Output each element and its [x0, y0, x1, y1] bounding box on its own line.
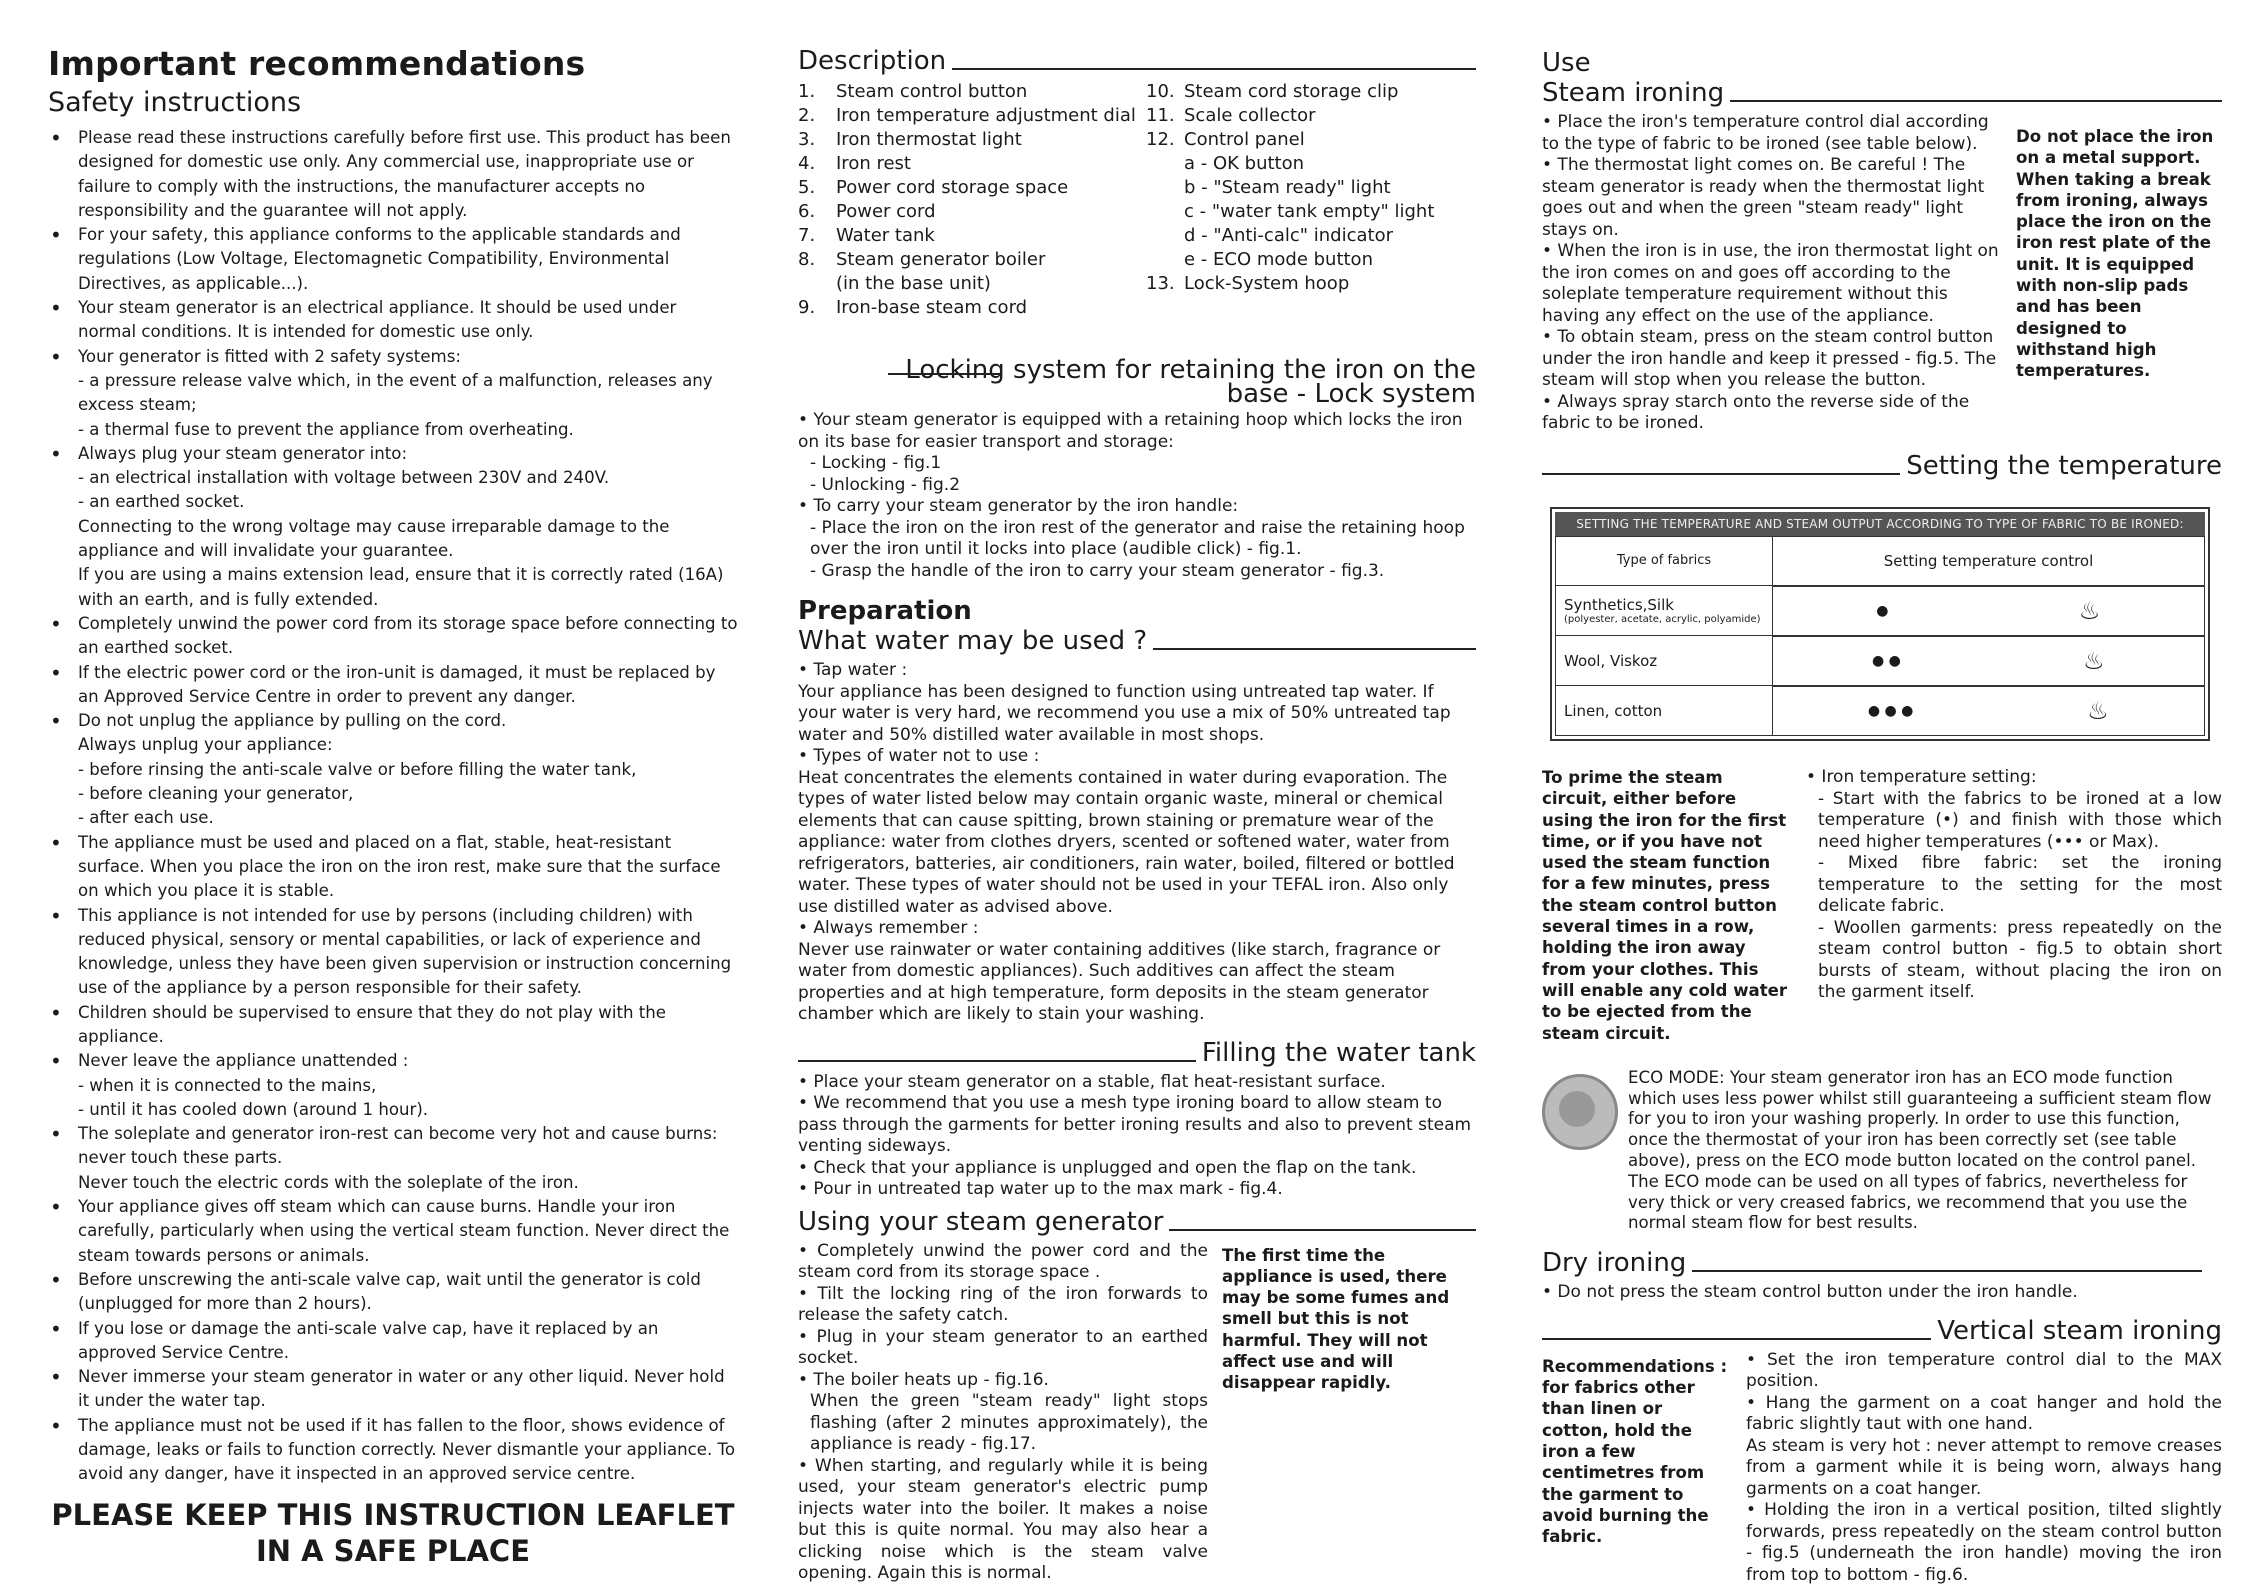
safety-item-line: • Completely unwind the power cord from its storage space before connecting to an earthed socket.	[78, 613, 738, 658]
safety-item-line: • Before unscrewing the anti-scale valve cap, wait until the generator is cold (unplugged for more than 2 hours).	[78, 1269, 701, 1314]
safety-item-line: - an earthed socket.	[78, 492, 245, 512]
lock-line: - Locking - fig.1	[810, 453, 942, 473]
fabric-cell	[1556, 585, 1773, 636]
part-item	[798, 248, 1146, 272]
temp-setting-text	[1806, 767, 2222, 1044]
safety-item	[48, 1049, 738, 1122]
safety-item-line: • The appliance must not be used if it has fallen to the floor, shows evidence of damage, leaks or fails to function correctly. Never dismantle your appliance. To avoid any danger, have it inspected in an approved service centre.	[78, 1415, 736, 1484]
safety-item-line: • If the electric power cord or the iron-unit is damaged, it must be replaced by an Approved Service Centre in order to prevent any danger.	[78, 662, 716, 706]
safety-item-line: - until it has cooled down (around 1 hour).	[78, 1099, 429, 1119]
use-title: Use	[1542, 48, 1591, 78]
safety-item-line: • Do not unplug the appliance by pulling on the cord.	[78, 711, 507, 731]
safety-item-line: Always unplug your appliance:	[78, 735, 333, 755]
steam-icon: ♨	[2078, 596, 2101, 625]
using-line: • Completely unwind the power cord and the steam cord from its storage space .	[798, 1240, 1208, 1282]
part-number: 13.	[1146, 273, 1175, 294]
part-item	[1146, 176, 1476, 200]
water-line: • Always remember :	[798, 918, 979, 938]
safety-list	[48, 126, 738, 1487]
description-column	[798, 46, 1476, 1585]
part-label: Iron rest	[836, 153, 911, 174]
fill-line: • Check that your appliance is unplugged and open the flap on the tank.	[798, 1157, 1417, 1178]
using-text	[798, 1241, 1208, 1585]
fill-line: • Pour in untreated tap water up to the max mark - fig.4.	[798, 1179, 1283, 1199]
part-label: Iron temperature adjustment dial	[836, 105, 1136, 126]
part-number: 1.	[798, 81, 816, 102]
part-number: 7.	[798, 225, 816, 246]
using-line: • Plug in your steam generator to an earthed socket.	[798, 1326, 1208, 1368]
part-label: Steam control button	[836, 81, 1028, 102]
part-number: 9.	[798, 297, 816, 318]
table-row	[1556, 686, 2205, 736]
water-title: What water may be used ?	[798, 626, 1148, 656]
vertical-line: As steam is very hot : never attempt to remove creases from a garment while it is being worn, always hang garments on a coat hanger.	[1746, 1435, 2222, 1499]
steam-line: • Place the iron's temperature control dial according to the type of fabric to be ironed (see table below).	[1542, 112, 1989, 154]
parts-list	[798, 80, 1476, 320]
setting-cell	[1773, 686, 2205, 736]
fabric-cell	[1556, 636, 1773, 686]
safety-item	[48, 904, 738, 1001]
first-use-note: The first time the appliance is used, there may be some fumes and smell but this is not harmful. They will not affect use and will disappear rapidly.	[1222, 1245, 1450, 1393]
steam-section	[1542, 112, 2222, 435]
part-label: Steam cord storage clip	[1184, 81, 1399, 102]
water-line: • Types of water not to use :	[798, 746, 1040, 766]
safety-item-line: • The soleplate and generator iron-rest can become very hot and cause burns: never touch these parts.	[78, 1124, 718, 1168]
part-number: 3.	[798, 129, 816, 150]
temp-setting-line: - Start with the fabrics to be ironed at a low temperature (•) and finish with those which need higher temperatures (••• or Max).	[1818, 788, 2222, 852]
lock-title-1: Locking system for retaining the iron on the	[905, 355, 1476, 385]
part-item	[1146, 104, 1476, 128]
safety-item-line: - a thermal fuse to prevent the appliance from overheating.	[78, 419, 574, 439]
safety-item	[48, 442, 738, 612]
part-item	[1146, 128, 1476, 152]
safety-item-line: • Your generator is fitted with 2 safety systems:	[78, 346, 461, 366]
steam-line: • To obtain steam, press on the steam control button under the iron handle and keep it pressed - fig.5. The steam will stop when you release the button.	[1542, 327, 1997, 390]
eco-mode-text: ECO MODE: Your steam generator iron has an ECO mode function which uses less power whilst still guaranteeing a sufficient steam flow for you to iron your washing properly. In order to use this function, once the thermostat of your iron has been correctly set (see table above), press on the ECO mode button located on the control panel. The ECO mode can be used on all types of fabrics, nevertheless for very thick or very creased fabrics, we recommend that you use the normal steam flow for best results.	[1628, 1067, 2212, 1233]
safety-item-line: • Never immerse your steam generator in water or any other liquid. Never hold it under the water tap.	[78, 1367, 725, 1411]
using-title: Using your steam generator	[798, 1206, 1164, 1237]
using-line: When the green "steam ready" light stops flashing (after 2 minutes approximately), the appliance is ready - fig.17.	[810, 1391, 1208, 1454]
part-item	[798, 80, 1146, 104]
safety-subtitle: Safety instructions	[48, 87, 302, 118]
table-row	[1556, 636, 2205, 686]
part-label: b - "Steam ready" light	[1184, 177, 1391, 198]
safety-item-line: - after each use.	[78, 808, 214, 828]
part-item	[798, 296, 1146, 320]
steam-line: • Always spray starch onto the reverse side of the fabric to be ironed.	[1542, 391, 1970, 433]
important-title: Important recommendations	[48, 44, 586, 83]
temperature-setting-section	[1542, 767, 2222, 1044]
lock-system-text	[798, 410, 1476, 582]
safety-item	[48, 345, 738, 442]
safety-item	[48, 1268, 738, 1317]
part-label: e - ECO mode button	[1184, 249, 1373, 270]
fill-line: • Place your steam generator on a stable, flat heat-resistant surface.	[798, 1071, 1386, 1092]
fabric-name: Synthetics,Silk	[1564, 595, 1674, 614]
fabric-cell	[1556, 686, 1773, 736]
description-title: Description	[798, 46, 947, 76]
keep-line-2: IN A SAFE PLACE	[255, 1533, 530, 1568]
safety-item-line: • This appliance is not intended for use by persons (including children) with reduced physical, sensory or mental capabilities, or lack of experience and knowledge, unless they have been given supervision or instruction concerning use of the appliance by a person responsible for their safety.	[78, 905, 732, 998]
safety-item-line: • Never leave the appliance unattended :	[78, 1051, 409, 1071]
safety-item	[48, 1317, 738, 1366]
part-label: d - "Anti-calc" indicator	[1184, 225, 1393, 246]
lock-line: - Unlocking - fig.2	[810, 474, 961, 495]
part-label: a - OK button	[1184, 153, 1305, 174]
safety-item	[48, 1195, 738, 1268]
lock-line: • To carry your steam generator by the iron handle:	[798, 496, 1239, 516]
keep-leaflet-notice	[48, 1497, 738, 1569]
safety-item	[48, 709, 738, 830]
part-number: 11.	[1146, 105, 1175, 126]
part-item	[798, 152, 1146, 176]
setting-cell	[1773, 636, 2205, 686]
safety-item	[48, 612, 738, 661]
table-heading: SETTING THE TEMPERATURE AND STEAM OUTPUT ACCORDING TO TYPE OF FABRIC TO BE IRONED:	[1555, 512, 2205, 536]
safety-item	[48, 1365, 738, 1414]
col-setting-header: Setting temperature control	[1773, 536, 2205, 585]
iron-rest-note: Do not place the iron on a metal support. When taking a break from ironing, always place the iron on the iron rest plate of the unit. It is equipped with non-slip pads and has been designed to withstand high temperatures.	[2016, 127, 2214, 381]
part-item	[798, 224, 1146, 248]
safety-item-line: • Children should be supervised to ensure that they do not play with the appliance.	[78, 1002, 666, 1046]
using-heading	[798, 1207, 1476, 1237]
water-text	[798, 660, 1476, 1026]
part-item	[1146, 80, 1476, 104]
safety-item-line: - a pressure release valve which, in the event of a malfunction, releases any excess steam;	[78, 370, 713, 415]
safety-item	[48, 223, 738, 296]
part-label: Control panel	[1184, 129, 1305, 150]
part-label: Iron thermostat light	[836, 129, 1022, 150]
lock-system-heading	[798, 355, 1476, 409]
setting-title: Setting the temperature	[1906, 450, 2222, 481]
part-label: Water tank	[836, 225, 935, 246]
eco-mode-section	[1542, 1068, 2222, 1234]
safety-item-line: If you are using a mains extension lead, ensure that it is correctly rated (16A) with an earth, and is fully extended.	[78, 565, 724, 609]
part-label: Steam generator boiler	[836, 249, 1046, 270]
part-number: 12.	[1146, 129, 1175, 150]
temperature-dots: ● ● ●	[1867, 702, 1914, 719]
lock-line: • Your steam generator is equipped with a retaining hoop which locks the iron on its base for easier transport and storage:	[798, 410, 1463, 452]
using-line: • The boiler heats up - fig.16.	[798, 1369, 1049, 1390]
part-item	[798, 272, 1146, 296]
water-line: Your appliance has been designed to function using untreated tap water. If your water is very hard, we recommend you use a mix of 50% untreated tap water and 50% distilled water available in most shops.	[798, 681, 1451, 745]
safety-item-line: • Always plug your steam generator into:	[78, 443, 408, 463]
safety-item-line: - before rinsing the anti-scale valve or before filling the water tank,	[78, 759, 637, 779]
keep-line-1: PLEASE KEEP THIS INSTRUCTION LEAFLET	[51, 1497, 735, 1532]
use-column	[1542, 48, 2222, 1586]
part-item	[1146, 248, 1476, 272]
part-number: 8.	[798, 249, 816, 270]
parts-list-right	[1146, 80, 1476, 320]
steam-title: Steam ironing	[1542, 78, 1725, 108]
part-number: 2.	[798, 105, 816, 126]
safety-item	[48, 1414, 738, 1487]
using-section	[798, 1241, 1476, 1585]
temperature-grid	[1555, 536, 2205, 737]
part-label: Power cord	[836, 201, 936, 222]
fabric-name: Wool, Viskoz	[1564, 651, 1658, 670]
preparation-title: Preparation	[798, 596, 972, 626]
lock-line: - Grasp the handle of the iron to carry your steam generator - fig.3.	[810, 560, 1385, 581]
table-row	[1556, 585, 2205, 636]
part-label: (in the base unit)	[836, 273, 991, 294]
water-heading	[798, 626, 1476, 656]
vertical-text	[1746, 1350, 2222, 1587]
vertical-line: • Holding the iron in a vertical position, tilted slightly forwards, press repeatedly on the steam control button - fig.5 (underneath the iron handle) moving the iron from top to bottom - fig.6.	[1746, 1500, 2222, 1585]
part-number: 10.	[1146, 81, 1175, 102]
safety-item-line: • If you lose or damage the anti-scale valve cap, have it replaced by an approved Service Centre.	[78, 1318, 659, 1362]
safety-item	[48, 126, 738, 223]
safety-item	[48, 1122, 738, 1195]
vertical-line: • Hang the garment on a coat hanger and hold the fabric slightly taut with one hand.	[1746, 1392, 2222, 1435]
part-item	[798, 200, 1146, 224]
part-item	[798, 128, 1146, 152]
part-label: Scale collector	[1184, 105, 1316, 126]
safety-item-line: - an electrical installation with voltage between 230V and 240V.	[78, 468, 610, 488]
fill-heading	[798, 1038, 1476, 1068]
safety-item-line: Connecting to the wrong voltage may cause irreparable damage to the appliance and will invalidate your guarantee.	[78, 516, 670, 561]
part-label: Iron-base steam cord	[836, 297, 1028, 318]
part-item	[1146, 272, 1476, 296]
part-label: c - "water tank empty" light	[1184, 201, 1435, 222]
description-heading	[798, 46, 1476, 76]
safety-item-line: • Your steam generator is an electrical appliance. It should be used under normal conditions. It is intended for domestic use only.	[78, 298, 677, 342]
water-line: Heat concentrates the elements contained in water during evaporation. The types of water listed below may contain organic waste, mineral or chemical elements that can cause spitting, brown staining or premature wear of the appliance: water from clothes dryers, scented or softened water, water from refrigerators, batteries, air conditioners, rain water, boiled, filtered or bottled water. These types of water should not be used in your TEFAL iron. Also only use distilled water as advised above.	[798, 767, 1455, 917]
dry-text: • Do not press the steam control button under the iron handle.	[1542, 1282, 2078, 1303]
part-item	[1146, 152, 1476, 176]
safety-item	[48, 661, 738, 710]
vertical-line: • Set the iron temperature control dial to the MAX position.	[1746, 1349, 2222, 1392]
part-number: 5.	[798, 177, 816, 198]
part-item	[1146, 200, 1476, 224]
setting-heading	[1542, 451, 2222, 481]
steam-line: • When the iron is in use, the iron thermostat light on the iron comes on and goes off according to the soleplate temperature requirement without this having any effect on the use of the appliance.	[1542, 241, 1999, 326]
temp-setting-line: - Mixed fibre fabric: set the ironing temperature to the setting for the most delicate fabric.	[1818, 853, 2222, 916]
col-fabric-header: Type of fabrics	[1556, 536, 1773, 585]
water-line: • Tap water :	[798, 660, 908, 680]
safety-item-line: • The appliance must be used and placed on a flat, stable, heat-resistant surface. When you place the iron on the iron rest, make sure that the surface on which you place it is stable.	[78, 832, 721, 901]
safety-item-line: - before cleaning your generator,	[78, 784, 354, 804]
parts-list-left	[798, 80, 1146, 320]
safety-item-line: • Please read these instructions carefully before first use. This product has been designed for domestic use only. Any commercial use, inappropriate use or failure to comply with the instructions, the manufacturer accepts no responsibility and the guarantee will not apply.	[78, 128, 731, 220]
safety-column	[48, 44, 738, 1569]
temp-setting-line: - Woollen garments: press repeatedly on the steam control button - fig.5 to obtain short bursts of steam, without placing the iron on the garment itself.	[1818, 917, 2222, 1002]
temp-setting-line: • Iron temperature setting:	[1806, 767, 2037, 787]
part-item	[1146, 224, 1476, 248]
vertical-section	[1542, 1350, 2222, 1587]
part-item	[798, 176, 1146, 200]
part-number: 4.	[798, 153, 816, 174]
temperature-dots: ●	[1876, 602, 1889, 619]
part-label: Power cord storage space	[836, 177, 1069, 198]
steam-text	[1542, 112, 2002, 435]
temperature-dots: ● ●	[1872, 652, 1901, 669]
fabric-sub: (polyester, acetate, acrylic, polyamide)	[1564, 613, 1761, 625]
safety-item-line: Never touch the electric cords with the soleplate of the iron.	[78, 1172, 579, 1192]
part-item	[798, 104, 1146, 128]
fill-text	[798, 1072, 1476, 1201]
safety-item	[48, 1001, 738, 1050]
water-line: Never use rainwater or water containing additives (like starch, fragrance or water from domestic appliances). Such additives can affect the steam properties and at high temperature, form deposits in the steam generator chamber which are likely to stain your washing.	[798, 939, 1441, 1024]
vertical-heading	[1542, 1316, 2222, 1346]
vertical-title: Vertical steam ironing	[1937, 1315, 2222, 1346]
steam-icon: ♨	[2082, 646, 2105, 675]
safety-item-line: - when it is connected to the mains,	[78, 1075, 377, 1095]
using-line: • Tilt the locking ring of the iron forwards to release the safety catch.	[798, 1283, 1208, 1325]
lock-line: - Place the iron on the iron rest of the generator and raise the retaining hoop over the iron until it locks into place (audible click) - fig.1.	[810, 517, 1465, 559]
safety-item-line: • Your appliance gives off steam which can cause burns. Handle your iron carefully, particularly when using the vertical steam function. Never direct the steam towards persons or animals.	[78, 1197, 730, 1265]
fabric-name: Linen, cotton	[1564, 701, 1663, 720]
part-label: Lock-System hoop	[1184, 273, 1350, 294]
safety-item	[48, 831, 738, 904]
vertical-note: Recommendations : for fabrics other than linen or cotton, hold the iron a few centimetres from the garment to avoid burning the fabric.	[1542, 1356, 1728, 1547]
part-number: 6.	[798, 201, 816, 222]
fill-line: • We recommend that you use a mesh type ironing board to allow steam to pass through the garments for better ironing results and also to prevent steam venting sideways.	[798, 1093, 1472, 1156]
temperature-table	[1550, 507, 2210, 742]
safety-item	[48, 296, 738, 345]
fill-title: Filling the water tank	[1201, 1037, 1476, 1068]
safety-item-line: • For your safety, this appliance conforms to the applicable standards and regulations (Low Voltage, Electomagnetic Compatibility, Environmental Directives, as applicable...).	[78, 225, 681, 293]
setting-cell	[1773, 586, 2205, 636]
prime-note: To prime the steam circuit, either before using the iron for the first time, or if you have not used the steam function for a few minutes, press the steam control button several times in a row, holding the iron away from your clothes. This will enable any cold water to be ejected from the steam circuit.	[1542, 768, 1788, 1043]
steam-heading	[1542, 78, 2222, 108]
dry-heading	[1542, 1248, 2222, 1278]
steam-line: • The thermostat light comes on. Be careful ! The steam generator is ready when the thermostat light goes out and when the green "steam ready" light stays on.	[1542, 155, 1985, 240]
lock-title-2: base - Lock system	[1226, 379, 1476, 409]
eco-mode-icon	[1542, 1074, 1618, 1150]
using-line: • When starting, and regularly while it is being used, your steam generator's electric pump injects water into the boiler. It makes a noise but this is quite normal. You may also hear a clicking noise which is the steam valve opening. Again this is normal.	[798, 1455, 1208, 1583]
dry-title: Dry ironing	[1542, 1248, 1687, 1279]
steam-icon: ♨	[2087, 696, 2109, 725]
